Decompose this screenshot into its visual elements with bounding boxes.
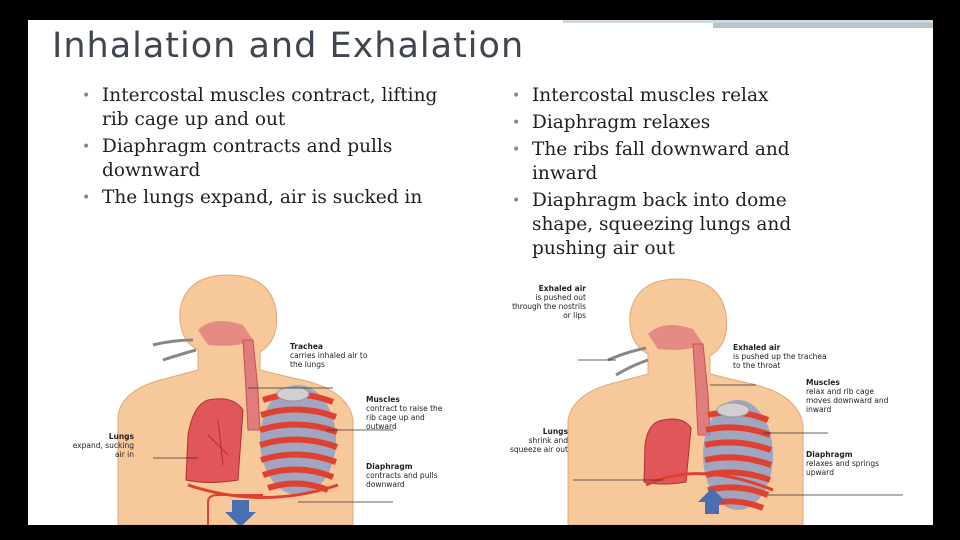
slide — [28, 20, 933, 525]
bullet-item: • Intercostal muscles contract, lifting rib cage up and out — [76, 84, 456, 132]
decorative-top-bar — [563, 20, 933, 32]
exhale-arrow-icon — [608, 348, 646, 360]
bullet-item: • Diaphragm contracts and pulls downward — [76, 135, 456, 183]
lungs-label: Lungs expand, sucking air in — [72, 432, 134, 459]
bullet-item: • Diaphragm back into dome shape, squeezing lungs and pushing air out — [506, 189, 846, 261]
lungs-label: Lungs shrink and squeeze air out — [509, 427, 568, 454]
muscles-label: Muscles contract to raise the rib cage up and outward — [366, 395, 443, 431]
exhaled-air-trachea-label: Exhaled air is pushed up the trachea to the throat — [733, 343, 827, 370]
muscles-label: Muscles relax and rib cage moves downward and inward — [806, 378, 889, 414]
inhale-arrow-icon — [163, 350, 196, 360]
exhalation-bullet-list — [506, 84, 846, 264]
trachea-label: Trachea carries inhaled air to the lungs — [290, 342, 368, 369]
exhaled-air-nose-label: Exhaled air is pushed out through the nostrils or lips — [512, 284, 586, 320]
exhale-arrow-icon — [616, 360, 648, 375]
bullet-item: • The ribs fall downward and inward — [506, 138, 846, 186]
bullet-item: • Diaphragm relaxes — [506, 111, 846, 135]
inhalation-bullet-list — [76, 84, 456, 213]
diaphragm-label: Diaphragm contracts and pulls downward — [366, 462, 438, 489]
inhale-arrow-icon — [153, 340, 193, 345]
slide-title: Inhalation and Exhalation — [52, 26, 525, 66]
bullet-item: • Intercostal muscles relax — [506, 84, 846, 108]
diaphragm-label: Diaphragm relaxes and springs upward — [806, 450, 880, 477]
bullet-item: • The lungs expand, air is sucked in — [76, 186, 456, 210]
